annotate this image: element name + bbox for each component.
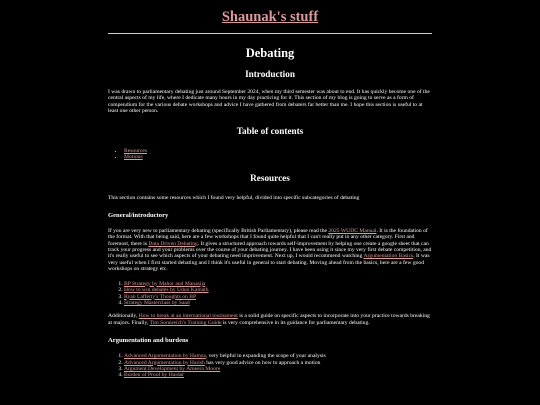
argumentation-heading: Argumentation and burdens [108, 337, 189, 345]
page-title: Debating [245, 46, 295, 60]
list-item [124, 300, 432, 306]
additional-text-1: Additionally, [108, 313, 139, 320]
argumentation-link[interactable]: Argument Development by Ameera Moore [124, 365, 221, 372]
list-item-text: has very good advice on how to approach a motion [204, 359, 321, 366]
argumentation-link[interactable]: Burden of Proof by Haidar [124, 372, 184, 379]
argumentation-link[interactable]: Advanced Argumentation by Harish [124, 359, 205, 366]
main-content [108, 46, 432, 379]
toc-link-resources[interactable]: Resources [124, 147, 147, 154]
list-item [124, 372, 432, 378]
site-title-link[interactable]: Shaunak's stuff [221, 9, 319, 25]
argumentation-list [108, 353, 432, 379]
workshop-link[interactable]: Ryan Lafferty's Thoughts on BP [124, 293, 197, 300]
header-divider [108, 33, 432, 34]
toc-item-motions [124, 154, 432, 160]
general-paragraph [108, 228, 432, 273]
list-item-text: , very helpful in expanding the scope of your analysis [205, 353, 326, 360]
toc-list [108, 148, 432, 161]
introduction-paragraph: I was drawn to parliamentary debating just around September 2024, when my third semester was about to end. It has quickly become one of the central aspects of my life, where I dedicate many hours in my day practicing for it. This section of my blog is going to serve as a form of compendium for the various debate workshops and advice I have gathered from debaters far better than me. I hope this section is useful to at least one other person. [108, 89, 430, 115]
break-guide-link[interactable]: How to break at an international tournament [138, 313, 238, 320]
resources-heading: Resources [250, 173, 290, 184]
general-text-4: . It was very useful when I first started debating and I think it's useful in general to start debating. Moving ahead from the basics, here are a few good workshops on strategy etc. [108, 253, 430, 273]
general-text-2: . It is the foundation of the format. With that being said, here are a few workshops that I found quite helpful that I can't really put in any other category. First and foremost, there is [108, 227, 428, 247]
wudc-manual-link[interactable]: 2025 WUDC Manual [328, 227, 377, 234]
additional-text-2: is a solid guide on specific aspects to incorporate into your practice towards breaking at majors. Finally, [108, 313, 430, 326]
additional-paragraph [108, 313, 432, 326]
general-text-3: . It gives a structured approach towards self-improvement by helping one create a google sheet that can track your progress and your problems over the course of your debating journey. I have been using it since my very first debate competition, and it's really useful to see which aspects of your debating need improvement. Next up, I would recommend watching [108, 240, 432, 260]
strategy-workshop-list [108, 281, 432, 307]
workshop-link[interactable]: Strategy Masterclass by Saad [124, 299, 190, 306]
argumentation-link[interactable]: Advanced Argumentation by Hamza [124, 353, 206, 360]
workshop-link[interactable]: BP Strategy by Mahor and Manasija [124, 280, 206, 287]
toc-link-motions[interactable]: Motions [124, 154, 143, 161]
general-heading: General/introductory [108, 211, 169, 219]
workshop-link[interactable]: How to win debates by Uduo Kamath [124, 287, 209, 294]
data-driven-debating-link[interactable]: Data Driven Debating [148, 240, 198, 247]
additional-text-3: is very comprehensive in its guidance for parliamentary debating. [221, 319, 370, 326]
site-header [0, 9, 540, 26]
introduction-heading: Introduction [245, 69, 295, 79]
resources-paragraph: This section contains some resources which I found very helpful, divided into specific subcategories of debating [108, 195, 360, 202]
general-text-1: If you are very new to parliamentary debating (specifically British Parliamentary), please read the [108, 227, 329, 234]
argumentation-basics-link[interactable]: Argumentation Basics [363, 253, 414, 260]
training-guide-link[interactable]: Tim Sonnreich's Training Guide [149, 319, 222, 326]
toc-heading: Table of contents [236, 125, 304, 136]
